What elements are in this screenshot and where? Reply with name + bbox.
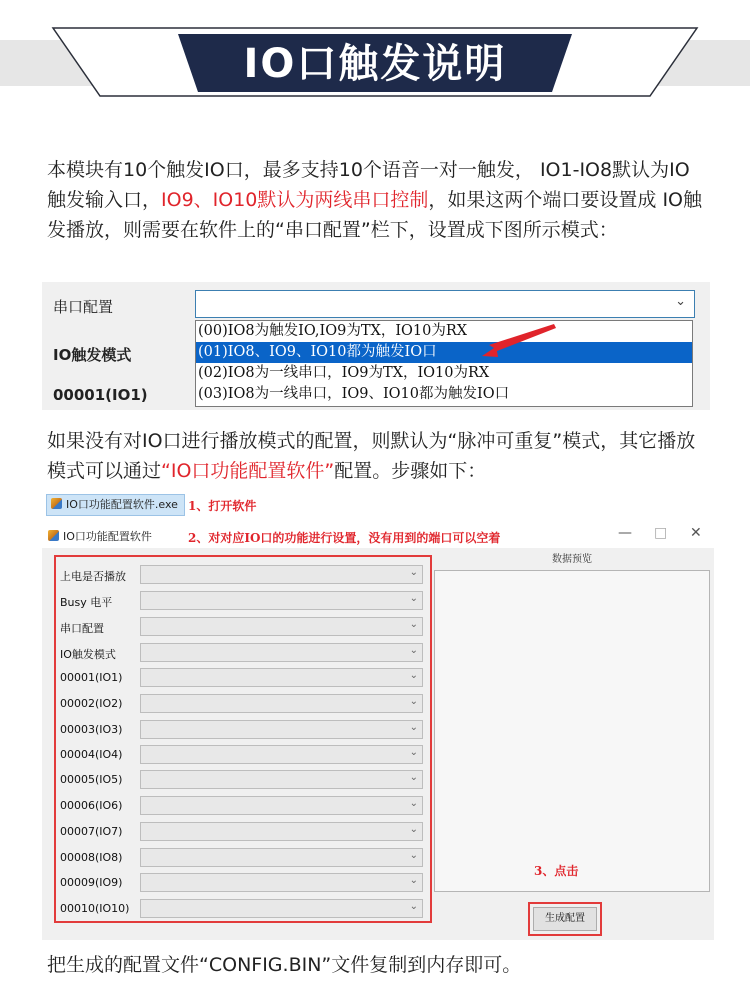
settings-panel (54, 555, 432, 923)
setting-label: 00008(IO8) (60, 851, 123, 864)
setting-row-io1 (60, 668, 426, 688)
data-preview-label: 数据预览 (552, 554, 592, 565)
mid-text-1: 如果没有对IO口进行播放模式的配置，则默认为“脉冲可重复”模式，其它播放模式可以通过 (47, 430, 696, 482)
exe-file-item[interactable] (46, 494, 185, 516)
setting-row-io5 (60, 770, 426, 790)
chevron-down-icon: ⌄ (409, 670, 418, 681)
chevron-down-icon: ⌄ (409, 875, 418, 886)
generate-highlight (528, 902, 602, 936)
chevron-down-icon: ⌄ (409, 722, 418, 733)
chevron-down-icon: ⌄ (409, 567, 418, 578)
app-icon (48, 530, 59, 541)
chevron-down-icon: ⌄ (409, 593, 418, 604)
minimize-button[interactable]: — (618, 525, 632, 541)
data-preview-box[interactable] (434, 570, 710, 892)
chevron-down-icon: ⌄ (675, 294, 686, 309)
setting-dropdown[interactable] (140, 796, 423, 815)
setting-label: 00006(IO6) (60, 799, 123, 812)
mid-text-red: “IO口功能配置软件” (161, 460, 335, 482)
chevron-down-icon: ⌄ (409, 798, 418, 809)
setting-dropdown[interactable] (140, 745, 423, 764)
close-button[interactable]: ✕ (690, 525, 702, 541)
mid-text-3: 配置。步骤如下： (334, 460, 487, 482)
intro-text-red: IO9、IO10默认为两线串口控制 (161, 189, 429, 211)
setting-dropdown[interactable] (140, 694, 423, 713)
setting-label: IO触发模式 (60, 648, 116, 661)
intro-text-3: ，如果这两个端口要设置成 IO触发播放，则需要在软件上的“串口配置”栏下，设置成下图所示模式： (47, 189, 703, 241)
setting-label: 00007(IO7) (60, 825, 123, 838)
setting-row-io-mode (60, 643, 426, 663)
setting-row-io10 (60, 899, 426, 919)
setting-row-io8 (60, 848, 426, 868)
config-software-window (42, 522, 714, 940)
io-mode-label: IO触发模式 (53, 346, 132, 364)
exe-file-name: IO口功能配置软件.exe (66, 498, 178, 511)
chevron-down-icon: ⌄ (409, 850, 418, 861)
setting-dropdown[interactable] (140, 822, 423, 841)
io1-label: 00001(IO1) (53, 386, 148, 404)
generate-config-button[interactable]: 生成配置 (533, 907, 597, 931)
step2-annotation: 2、对对应IO口的功能进行设置，没有用到的端口可以空着 (188, 531, 501, 545)
chevron-down-icon: ⌄ (409, 696, 418, 707)
step3-annotation: 3、点击 (534, 864, 579, 878)
setting-row-serial-config (60, 617, 426, 637)
setting-dropdown[interactable] (140, 848, 423, 867)
setting-label: 串口配置 (60, 622, 104, 635)
setting-dropdown[interactable] (140, 873, 423, 892)
maximize-button[interactable]: □ (654, 525, 668, 541)
step1-annotation: 1、打开软件 (188, 499, 257, 513)
setting-label: 00005(IO5) (60, 773, 123, 786)
chevron-down-icon: ⌄ (409, 645, 418, 656)
chevron-down-icon: ⌄ (409, 824, 418, 835)
app-icon (51, 498, 62, 509)
serial-config-example (42, 282, 710, 410)
setting-row-power-on-play (60, 565, 426, 585)
intro-paragraph (47, 155, 707, 245)
window-title-text: IO口功能配置软件 (63, 530, 152, 543)
mid-paragraph (47, 426, 707, 486)
setting-row-busy-level (60, 591, 426, 611)
chevron-down-icon: ⌄ (409, 772, 418, 783)
dropdown-option[interactable]: (00)IO8为触发IO,IO9为TX，IO10为RX (198, 323, 468, 339)
setting-label: 00009(IO9) (60, 876, 123, 889)
setting-label: 上电是否播放 (60, 570, 126, 583)
setting-row-io6 (60, 796, 426, 816)
chevron-down-icon: ⌄ (409, 747, 418, 758)
dropdown-option[interactable]: (03)IO8为一线串口，IO9、IO10都为触发IO口 (198, 386, 510, 402)
dropdown-option-selected[interactable]: (01)IO8、IO9、IO10都为触发IO口 (196, 342, 692, 363)
setting-row-io3 (60, 720, 426, 740)
page-title: IO口触发说明 (243, 41, 507, 87)
setting-label: Busy 电平 (60, 596, 113, 609)
setting-label: 00003(IO3) (60, 723, 123, 736)
setting-dropdown[interactable] (140, 899, 423, 918)
setting-row-io7 (60, 822, 426, 842)
setting-dropdown[interactable] (140, 643, 423, 662)
setting-label: 00010(IO10) (60, 902, 130, 915)
serial-config-label: 串口配置 (53, 298, 114, 316)
dropdown-option[interactable]: (02)IO8为一线串口，IO9为TX，IO10为RX (198, 365, 490, 381)
window-title (48, 528, 152, 544)
chevron-down-icon: ⌄ (409, 901, 418, 912)
setting-dropdown[interactable] (140, 668, 423, 687)
setting-label: 00001(IO1) (60, 671, 123, 684)
setting-label: 00002(IO2) (60, 697, 123, 710)
setting-dropdown[interactable] (140, 565, 423, 584)
intro-text-1: 本模块有10个触发IO口，最多支持10个语音一对一触发， IO1-IO8默认为IO触发输入口， (47, 159, 690, 211)
chevron-down-icon: ⌄ (409, 619, 418, 630)
setting-dropdown[interactable] (140, 770, 423, 789)
footer-text: 把生成的配置文件“CONFIG.BIN”文件复制到内存即可。 (47, 954, 522, 976)
setting-row-io2 (60, 694, 426, 714)
setting-dropdown[interactable] (140, 617, 423, 636)
setting-dropdown[interactable] (140, 720, 423, 739)
setting-row-io9 (60, 873, 426, 893)
header-banner (0, 0, 750, 100)
setting-row-io4 (60, 745, 426, 765)
setting-label: 00004(IO4) (60, 748, 123, 761)
setting-dropdown[interactable] (140, 591, 423, 610)
red-arrow-icon (42, 282, 710, 410)
